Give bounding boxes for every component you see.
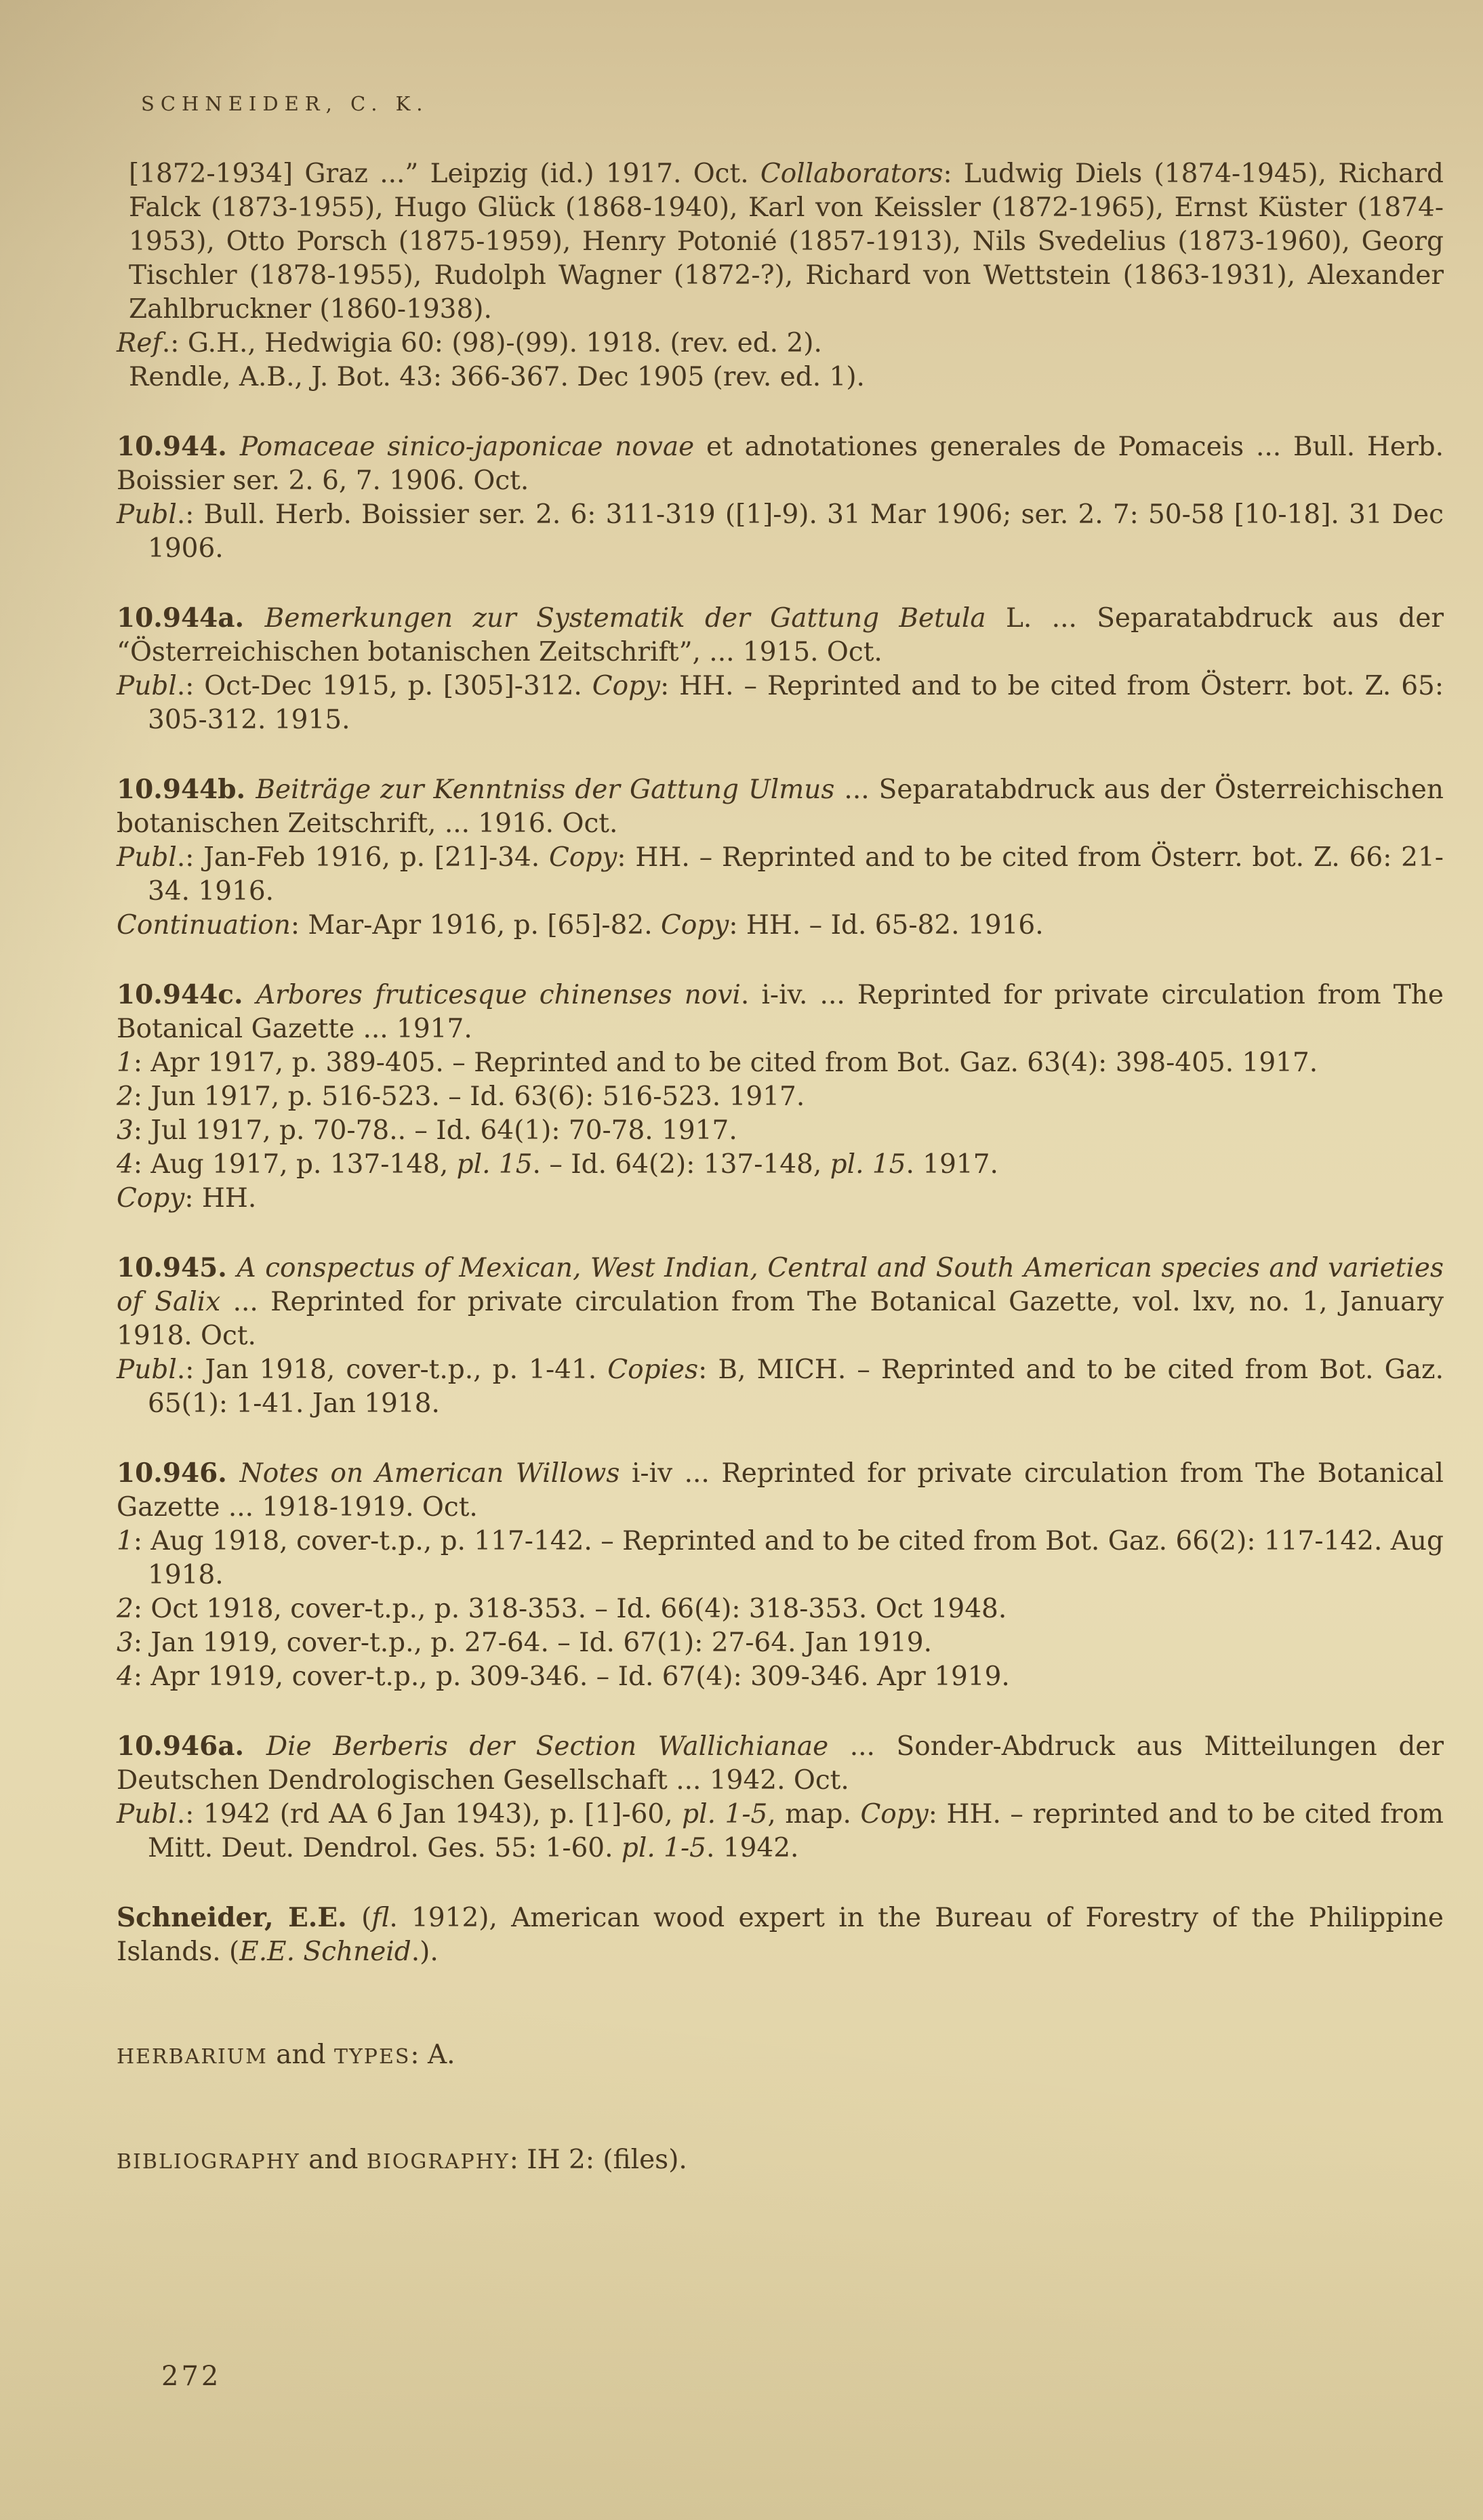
entry-10946a-publ [117, 1798, 1444, 1865]
text-run: : Aug 1917, p. 137-148, [133, 1149, 457, 1180]
herbarium-types-line [117, 2038, 1444, 2074]
entry-10944c-heading [117, 978, 1444, 1046]
text-run: .: G.H., Hedwigia 60: (98)-(99). 1918. (rev. ed. 2). [161, 328, 822, 358]
entry-10944c-part3 [117, 1114, 1444, 1148]
entry-10944c-part2 [117, 1080, 1444, 1114]
entry-10944b-continuation [117, 909, 1444, 943]
text-run: , map. [767, 1799, 861, 1830]
text-run: 4 [117, 1149, 134, 1180]
text-run: ... Reprinted for private circulation from The Botanical Gazette, vol. lxv, no. 1, January 1918. Oct. [117, 1287, 1444, 1351]
entry-10944a-heading [117, 601, 1444, 669]
text-run: ( [361, 1903, 372, 1933]
entry-10944c-copy [117, 1182, 1444, 1216]
text-run: 4 [117, 1661, 134, 1692]
text-run: 10.944a. [117, 602, 265, 634]
entry-10946-part4 [117, 1660, 1444, 1694]
text-run: Publ [117, 1799, 177, 1830]
text-run: pl. 15 [830, 1149, 906, 1180]
text-run: Collaborators [760, 159, 943, 189]
text-run: 10.944. [117, 431, 240, 462]
text-run: Copy [592, 671, 661, 701]
bibliography-biography-line [117, 2143, 1444, 2179]
text-run: 3 [117, 1628, 134, 1658]
text-run: Copy [860, 1799, 929, 1830]
text-run: BIBLIOGRAPHY [117, 2150, 300, 2174]
text-run: Rendle, A.B., J. Bot. 43: 366-367. Dec 1905 (rev. ed. 1). [129, 362, 865, 392]
text-run: Publ [117, 842, 177, 873]
schneider-ee-biography [117, 1901, 1444, 1969]
text-run: : Jun 1917, p. 516-523. – Id. 63(6): 516-523. 1917. [133, 1081, 805, 1112]
text-run: A conspectus of Mexican, West Indian, Central and South American species and varieties of Salix [117, 1253, 1444, 1317]
entry-10944b-publ [117, 841, 1444, 909]
text-run: . 1942. [706, 1833, 799, 1863]
text-run: Publ [117, 499, 177, 530]
text-run: Copy [117, 1183, 185, 1214]
text-run: : HH. – Id. 65-82. 1916. [729, 910, 1044, 941]
text-run: : HH. – reprinted and to be cited from Mitt. Deut. Dendrol. Ges. 55: 1-60. [148, 1799, 1444, 1863]
text-run: Copies [607, 1355, 699, 1385]
text-run: ... Sonder-Abdruck aus Mitteilungen der Deutschen Dendrologischen Gesellschaft ... 1942. Oct. [117, 1731, 1444, 1796]
text-run: and [300, 2145, 367, 2175]
text-run: HERBARIUM [117, 2045, 268, 2069]
text-run: Ref [117, 328, 162, 358]
text-run: and [267, 2040, 334, 2070]
text-run: : IH 2: (files). [509, 2145, 687, 2175]
text-run: .: Jan 1918, cover-t.p., p. 1-41. [176, 1355, 608, 1385]
text-run: : Jul 1917, p. 70-78.. – Id. 64(1): 70-78. 1917. [133, 1115, 737, 1146]
text-run: : Jan 1919, cover-t.p., p. 27-64. – Id. 67(1): 27-64. Jan 1919. [133, 1628, 933, 1658]
text-run: Beiträge zur Kenntniss der Gattung Ulmus [256, 774, 835, 805]
entry-10945-heading [117, 1251, 1444, 1353]
text-run: 1 [117, 1526, 134, 1556]
text-run: 10.944b. [117, 774, 256, 805]
text-run: Publ [117, 1355, 177, 1385]
text-run: : HH. [184, 1183, 257, 1214]
text-run: Die Berberis der Section Wallichianae [266, 1731, 829, 1762]
text-run: TYPES [333, 2045, 411, 2069]
text-run: 3 [117, 1115, 134, 1146]
text-run: BIOGRAPHY [366, 2150, 510, 2174]
text-run: . 1917. [906, 1149, 998, 1180]
text-run: : Apr 1919, cover-t.p., p. 309-346. – Id. 67(4): 309-346. Apr 1919. [133, 1661, 1010, 1692]
text-run: : B, MICH. – Reprinted and to be cited from Bot. Gaz. 65(1): 1-41. Jan 1918. [148, 1355, 1444, 1419]
entry-10944-heading [117, 430, 1444, 498]
text-run: Copy [549, 842, 617, 873]
text-run: Notes on American Willows [239, 1458, 620, 1489]
page-number: 272 [161, 2361, 222, 2392]
text-run: 10.944c. [117, 979, 256, 1010]
running-header: SCHNEIDER, C. K. [141, 92, 429, 115]
entry-10944b-heading [117, 772, 1444, 841]
text-run: ... Separatabdruck aus der Österreichischen botanischen Zeitschrift, ... 1916. Oct. [117, 774, 1444, 839]
text-run: : A. [410, 2040, 455, 2070]
entry-10946-part1 [117, 1525, 1444, 1592]
bio-paragraph [129, 157, 1444, 327]
text-run: [1872-1934] Graz ...” Leipzig (id.) 1917. Oct. [129, 159, 760, 189]
text-run: 10.946. [117, 1458, 240, 1489]
text-run: 2 [117, 1594, 134, 1624]
entry-10944c-part1 [117, 1046, 1444, 1080]
text-run: 2 [117, 1081, 134, 1112]
text-run: : Apr 1917, p. 389-405. – Reprinted and to be cited from Bot. Gaz. 63(4): 398-405. 1917. [133, 1048, 1318, 1078]
text-run: E.E. Schneid [239, 1937, 411, 1967]
text-run: 10.945. [117, 1252, 237, 1283]
text-run: Arbores fruticesque chinenses novi [256, 980, 741, 1010]
text-run: 1 [117, 1048, 134, 1078]
text-run: Schneider, E.E. [117, 1902, 362, 1933]
text-run: .: Oct-Dec 1915, p. [305]-312. [176, 671, 592, 701]
text-run: : Oct 1918, cover-t.p., p. 318-353. – Id. 66(4): 318-353. Oct 1948. [133, 1594, 1007, 1624]
text-run: pl. 1-5 [621, 1833, 706, 1863]
entry-10946-part3 [117, 1626, 1444, 1660]
text-run: : HH. – Reprinted and to be cited from Österr. bot. Z. 66: 21-34. 1916. [148, 842, 1444, 907]
entry-10946-heading [117, 1456, 1444, 1525]
ref-citation-2 [129, 360, 1444, 394]
entry-10946-part2 [117, 1592, 1444, 1626]
entry-10944a-publ [117, 669, 1444, 737]
text-run: .). [411, 1937, 439, 1967]
entry-10945-publ [117, 1353, 1444, 1421]
entry-10946a-heading [117, 1729, 1444, 1798]
text-run: Pomaceae sinico-japonicae novae [239, 432, 695, 462]
text-run: . 1912), American wood expert in the Bureau of Forestry of the Philippine Islands. ( [117, 1903, 1444, 1967]
entry-10944c-part4 [117, 1148, 1444, 1182]
text-run: pl. 15 [456, 1149, 533, 1180]
text-run: . i-iv. ... Reprinted for private circulation from The Botanical Gazette ... 1917. [117, 980, 1444, 1044]
text-run: .: 1942 (rd AA 6 Jan 1943), p. [1]-60, [176, 1799, 683, 1830]
ref-citation [117, 327, 1444, 360]
page-content [117, 157, 1444, 2179]
text-run: Continuation [117, 910, 291, 941]
text-run: L. ... Separatabdruck aus der “Österreichischen botanischen Zeitschrift”, ... 1915. Oct. [117, 603, 1444, 667]
text-run: : Mar-Apr 1916, p. [65]-82. [290, 910, 661, 941]
text-run: Publ [117, 671, 177, 701]
text-run: i-iv ... Reprinted for private circulation from The Botanical Gazette ... 1918-1919. Oct. [117, 1458, 1444, 1523]
text-run: fl [371, 1903, 390, 1933]
text-run: Bemerkungen zur Systematik der Gattung Betula [264, 603, 986, 634]
text-run: pl. 1-5 [682, 1799, 768, 1830]
text-run: et adnotationes generales de Pomaceis ... Bull. Herb. Boissier ser. 2. 6, 7. 1906. Oct. [117, 432, 1444, 496]
text-run: . – Id. 64(2): 137-148, [532, 1149, 830, 1180]
text-run: .: Jan-Feb 1916, p. [21]-34. [176, 842, 550, 873]
text-run: : Aug 1918, cover-t.p., p. 117-142. – Reprinted and to be cited from Bot. Gaz. 66(2): 117-142. Aug 1918. [133, 1526, 1444, 1590]
text-run: : HH. – Reprinted and to be cited from Österr. bot. Z. 65: 305-312. 1915. [148, 671, 1444, 735]
text-run: Copy [661, 910, 729, 941]
entry-10944-publ [117, 498, 1444, 566]
text-run: .: Bull. Herb. Boissier ser. 2. 6: 311-319 ([1]-9). 31 Mar 1906; ser. 2. 7: 50-58 [10-18]. 31 Dec 1906. [148, 499, 1444, 564]
text-run: 10.946a. [117, 1731, 266, 1762]
text-run: : Ludwig Diels (1874-1945), Richard Falck (1873-1955), Hugo Glück (1868-1940), Karl von Keissler (1872-1965), Ernst Küster (1874-1953), Otto Porsch (1875-1959), Henry Potonié (1857-1913), Nils Svedelius (1873-1960), Georg Tischler (1878-1955), Rudolph Wagner (1872-?), Richard von Wettstein (1863-1931), Alexander Zahlbruckner (1860-1938). [129, 159, 1444, 325]
